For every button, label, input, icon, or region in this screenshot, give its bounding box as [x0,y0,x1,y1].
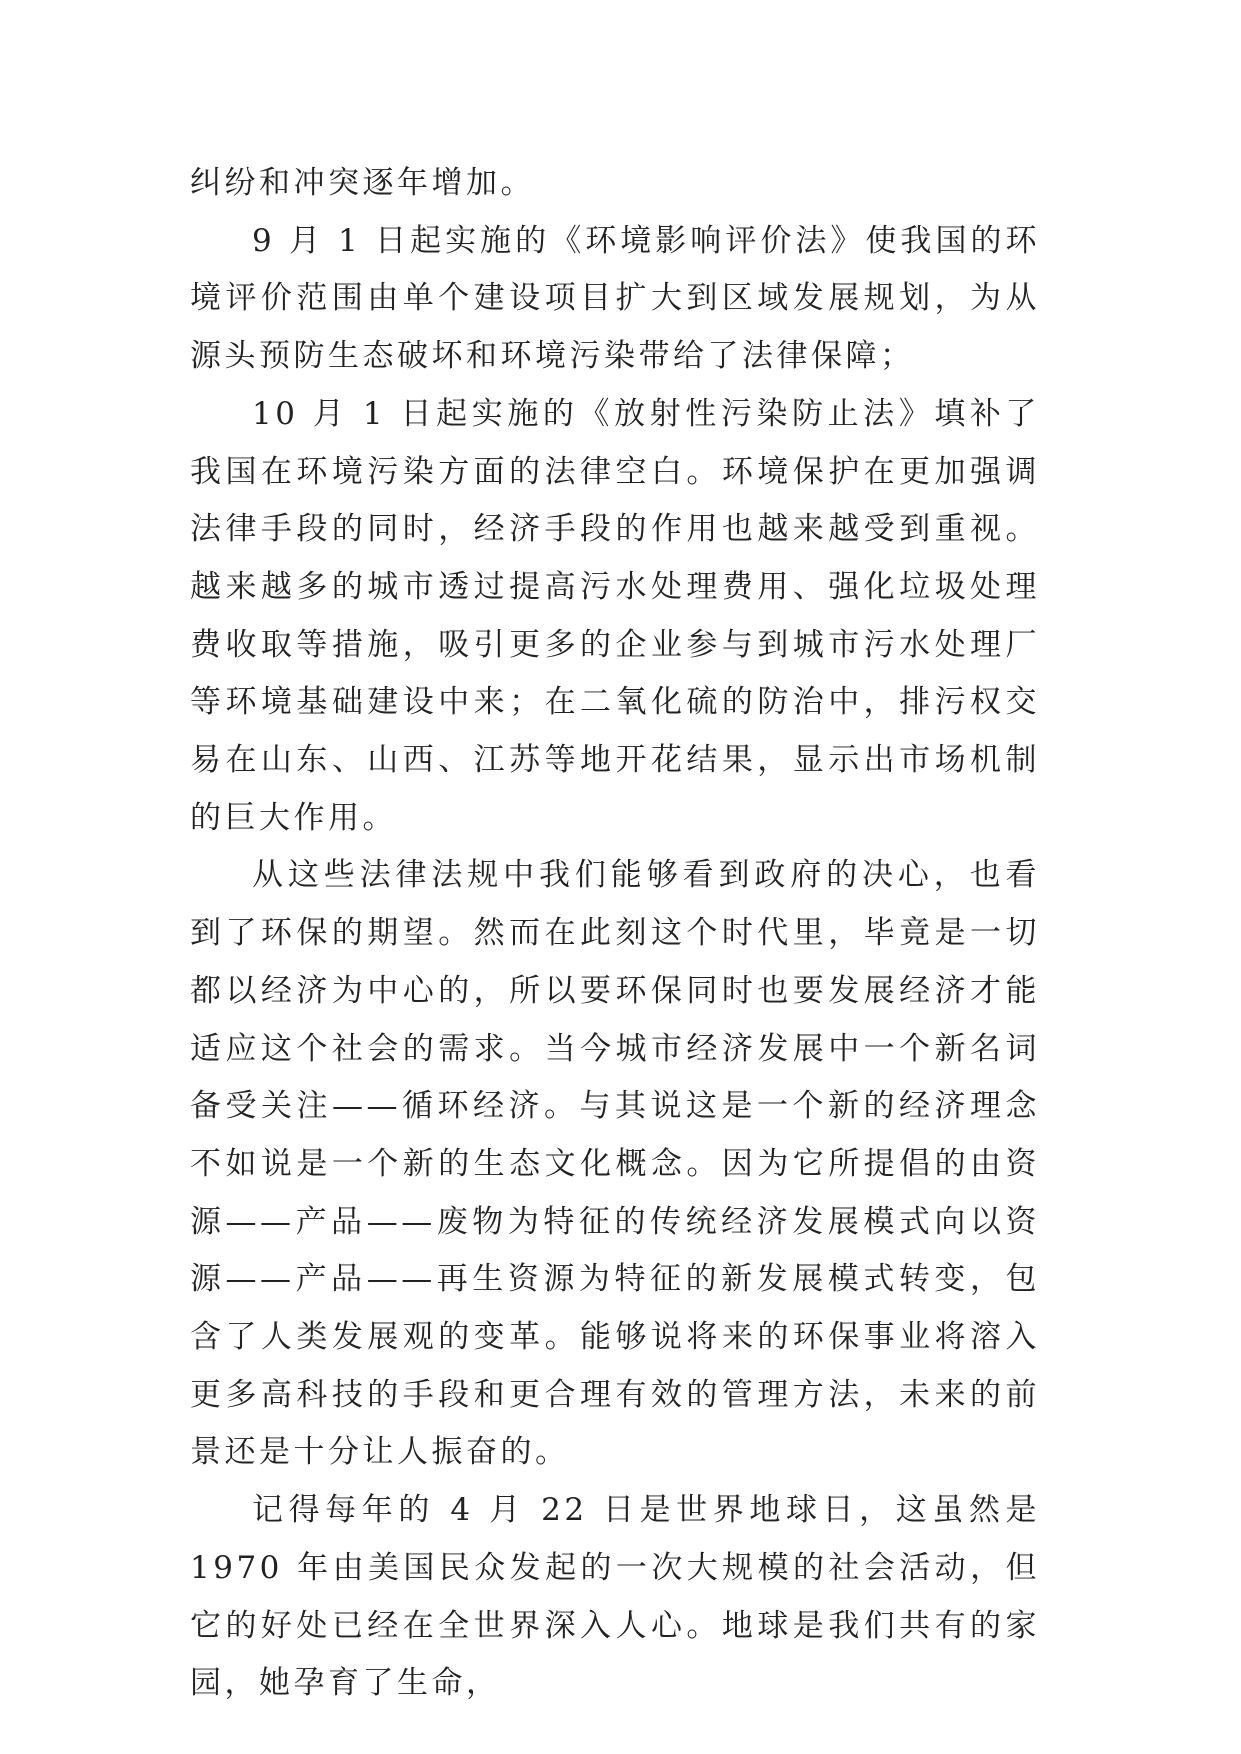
paragraph-4 [190,847,1040,1482]
paragraph-1 [190,155,1040,213]
text-line: 的传统经济发展模式向以资源——产品——再生资源为特 [190,1203,1041,1298]
text-line: 二氧化硫的防治中，排污权交易在山东、山西、江苏等地开 [190,684,1041,779]
text-line: 在全世界深入人心。地球是我们共有的家园，她孕育了生命， [190,1607,1041,1702]
text-line: 为中心的，所以要环保同时也要发展经济才能适应这个社会 [190,972,1040,1067]
text-line: 花结果，显示出市场机制的巨大作用。 [190,742,1041,836]
text-line: 更多的企业参与到城市污水处理厂等环境基础建设中来；在 [190,626,1040,721]
document-body [190,155,1040,1713]
text-line: 理方法，未来的前景还是十分让人振奋的。 [190,1376,1041,1471]
text-line: 的需求。当今城市经济发展中一个新名词备受关注——循环 [190,1030,1041,1125]
text-line: 环保的期望。然而在此刻这个时代里，毕竟是一切都以经济 [190,915,1041,1009]
text-line: 同时，经济手段的作用也越来越受到重视。越来越多的城市 [190,511,1041,605]
text-line: 生态破坏和环境污染带给了法律保障； [328,338,915,375]
text-line: 记得每年的 4 月 22 日是世界地球日，这虽然是 1970 年 [190,1492,1040,1586]
paragraph-2 [190,213,1040,386]
text-line: 纠纷和冲突逐年增加。 [190,165,535,201]
text-line: 9 月 1 日起实施的《环境影响评价法》使我国的环境评 [190,222,1040,317]
text-line: 经济。与其说这是一个新的经济理念不如说是一个新的生态 [190,1088,1040,1182]
text-line: 由美国民众发起的一次大规模的社会活动，但它的好处已经 [190,1549,1041,1644]
text-line: 来的环保事业将溶入更多高科技的手段和更合理有效的管 [190,1319,1041,1413]
text-line: 透过提高污水处理费用、强化垃圾处理费收取等措施，吸引 [190,568,1041,663]
text-line: 文化概念。因为它所提倡的由资源——产品——废物为特征 [190,1145,1041,1240]
text-line: 10 月 1 日起实施的《放射性污染防止法》填补了我国在 [190,395,1040,490]
text-line: 征的新发展模式转变，包含了人类发展观的变革。能够说将 [190,1261,1041,1356]
paragraph-5 [190,1482,1040,1713]
text-line: 价范围由单个建设项目扩大到区域发展规划，为从源头预防 [190,280,1041,375]
text-line: 环境污染方面的法律空白。环境保护在更加强调法律手段的 [190,453,1041,548]
paragraph-3 [190,386,1040,848]
text-line: 从这些法律法规中我们能够看到政府的决心，也看到了 [190,857,1040,952]
